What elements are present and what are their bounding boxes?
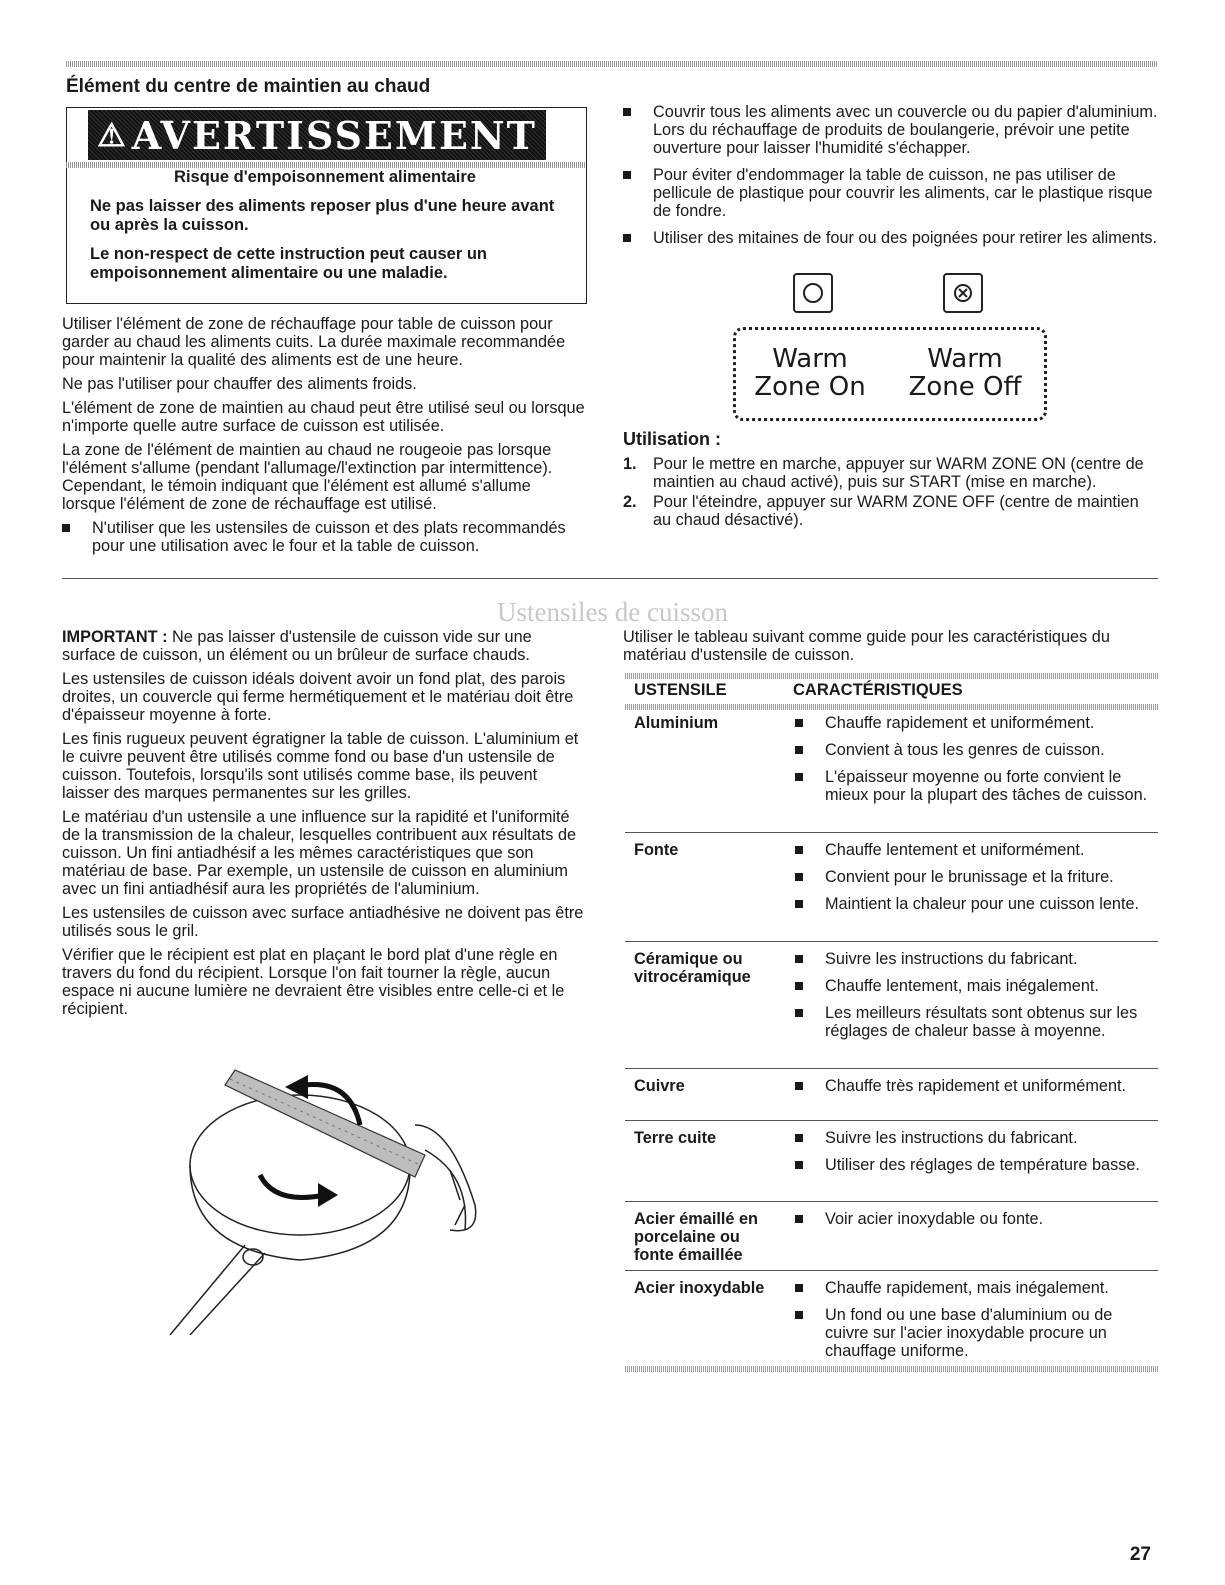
warning-body bbox=[90, 168, 570, 283]
warning-banner bbox=[88, 110, 546, 160]
paragraph: Les finis rugueux peuvent égratigner la table de cuisson. L'aluminium et le cuivre peuvent être utilisés comme fond ou base d'un ustensile de cuisson. Toutefois, lorsqu'ils sont utilisés comme base, ils peuvent laisser des marques permanentes sur les grilles. bbox=[62, 730, 579, 802]
table-cell-item: Chauffe rapidement et uniformément. bbox=[795, 714, 1155, 732]
warning-risk: Risque d'empoisonnement alimentaire bbox=[174, 168, 476, 186]
bullet-square-icon bbox=[623, 108, 631, 116]
bullet-square-icon bbox=[623, 234, 631, 242]
warning-line-1: Ne pas laisser des aliments reposer plus d'une heure avant ou après la cuisson. bbox=[90, 197, 555, 234]
section-divider bbox=[62, 578, 1158, 579]
bullet-square-icon bbox=[62, 524, 70, 532]
table-row-divider bbox=[625, 941, 1158, 942]
paragraph: Vérifier que le récipient est plat en plaçant le bord plat d'une règle en travers du fond du récipient. Lorsque l'on fait tourner la règle, aucun espace ni aucune lumière ne devraient être visibles entre celle-ci et le récipient. bbox=[62, 946, 565, 1018]
paragraph: Le matériau d'un ustensile a une influence sur la rapidité et l'uniformité de la transmission de la chaleur, lesquelles contribuent aux résultats de cuisson. Un fini antiadhésif a les mêmes caractéristiques que son matériau de base. Par exemple, un ustensile de cuisson en aluminium avec un fini antiadhésif aura les propriétés de l'aluminium. bbox=[62, 808, 577, 898]
paragraph: Ne pas l'utiliser pour chauffer des aliments froids. bbox=[62, 375, 417, 393]
warm-zone-text bbox=[62, 315, 588, 564]
page-number: 27 bbox=[1129, 1544, 1151, 1565]
warm-zone-on-button[interactable] bbox=[793, 273, 833, 313]
table-row-divider bbox=[625, 1201, 1158, 1202]
table-header-caracteristiques: CARACTÉRISTIQUES bbox=[793, 681, 963, 699]
bullet-item: Pour éviter d'endommager la table de cuisson, ne pas utiliser de pellicule de plastique pour couvrir les aliments, car le plastique risque de fondre. bbox=[623, 166, 1158, 220]
table-cell-item: Voir acier inoxydable ou fonte. bbox=[795, 1210, 1155, 1228]
bullet-square-icon bbox=[623, 171, 631, 179]
cookware-left-column bbox=[62, 628, 586, 1024]
table-cell-item: Chauffe très rapidement et uniformément. bbox=[795, 1077, 1155, 1095]
usage-step: 2. Pour l'éteindre, appuyer sur WARM ZONE OFF (centre de maintien au chaud désactivé). bbox=[623, 493, 1139, 529]
usage-block bbox=[623, 429, 1158, 531]
table-cell-item: L'épaisseur moyenne ou forte convient le mieux pour la plupart des tâches de cuisson. bbox=[795, 768, 1155, 804]
usage-heading: Utilisation : bbox=[623, 429, 721, 449]
warning-triangle-icon: ⚠ bbox=[97, 116, 128, 154]
table-cell-item: Convient pour le brunissage et la friture. bbox=[795, 868, 1155, 886]
table-row-divider bbox=[625, 1068, 1158, 1069]
paragraph: Les ustensiles de cuisson idéals doivent avoir un fond plat, des parois droites, un couvercle qui ferme hermétiquement et le matériau doit être d'épaisseur moyenne à forte. bbox=[62, 670, 574, 724]
table-cell-item: Un fond ou une base d'aluminium ou de cuivre sur l'acier inoxydable procure un chauffage uniforme. bbox=[795, 1306, 1155, 1360]
warm-zone-right-column bbox=[623, 103, 1158, 256]
table-intro: Utiliser le tableau suivant comme guide pour les caractéristiques du matériau d'ustensile de cuisson. bbox=[623, 628, 1110, 664]
warning-line-2: Le non-respect de cette instruction peut causer un empoisonnement alimentaire ou une maladie. bbox=[90, 245, 487, 282]
cancel-circle-icon bbox=[950, 280, 976, 306]
table-top-rule bbox=[625, 673, 1158, 679]
table-cell-item: Suivre les instructions du fabricant. bbox=[795, 950, 1155, 968]
warm-zone-left-column bbox=[66, 76, 588, 98]
paragraph: Les ustensiles de cuisson avec surface antiadhésive ne doivent pas être utilisés sous le gril. bbox=[62, 904, 584, 940]
warm-zone-off-label: Warm Zone Off bbox=[908, 344, 1022, 402]
section-heading: Élément du centre de maintien au chaud bbox=[66, 76, 431, 97]
table-header bbox=[634, 681, 1154, 700]
pan-ruler-illustration bbox=[150, 1055, 490, 1335]
table-cell-item: Maintient la chaleur pour une cuisson lente. bbox=[795, 895, 1155, 913]
paragraph: L'élément de zone de maintien au chaud peut être utilisé seul ou lorsque n'importe quelle autre surface de cuisson est utilisée. bbox=[62, 399, 585, 435]
cookware-section-title: Ustensiles de cuisson bbox=[497, 597, 728, 627]
paragraph: La zone de l'élément de maintien au chaud ne rougeoie pas lorsque l'élément s'allume (pendant l'allumage/l'extinction par intermittence). Cependant, le témoin indiquant que l'élément est allumé s'allume lorsque l'élément de zone de réchauffage est utilisé. bbox=[62, 441, 553, 513]
table-header-rule bbox=[625, 704, 1158, 710]
usage-step: 1. Pour le mettre en marche, appuyer sur WARM ZONE ON (centre de maintien au chaud activé), puis sur START (mise en marche). bbox=[623, 455, 1144, 491]
bullet-item: N'utiliser que les ustensiles de cuisson et des plats recommandés pour une utilisation avec le four et la table de cuisson. bbox=[62, 519, 588, 555]
warm-zone-on-label: Warm Zone On bbox=[754, 344, 866, 402]
table-header-ustensile: USTENSILE bbox=[634, 681, 727, 699]
table-row-divider bbox=[625, 1120, 1158, 1121]
bullet-item: Utiliser des mitaines de four ou des poignées pour retirer les aliments. bbox=[623, 229, 1158, 247]
warm-zone-off-button[interactable] bbox=[943, 273, 983, 313]
table-cell-item: Suivre les instructions du fabricant. bbox=[795, 1129, 1155, 1147]
table-cell-item: Chauffe lentement, mais inégalement. bbox=[795, 977, 1155, 995]
circle-icon bbox=[800, 280, 826, 306]
table-cell-item: Convient à tous les genres de cuisson. bbox=[795, 741, 1155, 759]
table-cell-item: Les meilleurs résultats sont obtenus sur les réglages de chaleur basse à moyenne. bbox=[795, 1004, 1155, 1040]
table-row-divider bbox=[625, 832, 1158, 833]
top-rule bbox=[66, 61, 1157, 67]
warning-banner-text: AVERTISSEMENT bbox=[131, 112, 537, 158]
bullet-item: Couvrir tous les aliments avec un couvercle ou du papier d'aluminium. Lors du réchauffage de produits de boulangerie, prévoir une petite ouverture pour laisser l'humidité s'échapper. bbox=[623, 103, 1158, 157]
paragraph: Utiliser l'élément de zone de réchauffage pour table de cuisson pour garder au chaud les aliments cuits. La durée maximale recommandée pour maintenir la qualité des aliments est de une heure. bbox=[62, 315, 566, 369]
table-row-divider bbox=[625, 1270, 1158, 1271]
table-cell-item: Utiliser des réglages de température basse. bbox=[795, 1156, 1155, 1174]
table-cell-item: Chauffe rapidement, mais inégalement. bbox=[795, 1279, 1155, 1297]
important-note: IMPORTANT : Ne pas laisser d'ustensile de cuisson vide sur une surface de cuisson, un élément ou un brûleur de surface chauds. bbox=[62, 628, 532, 664]
table-cell-item: Chauffe lentement et uniformément. bbox=[795, 841, 1155, 859]
table-bottom-rule bbox=[625, 1366, 1158, 1372]
